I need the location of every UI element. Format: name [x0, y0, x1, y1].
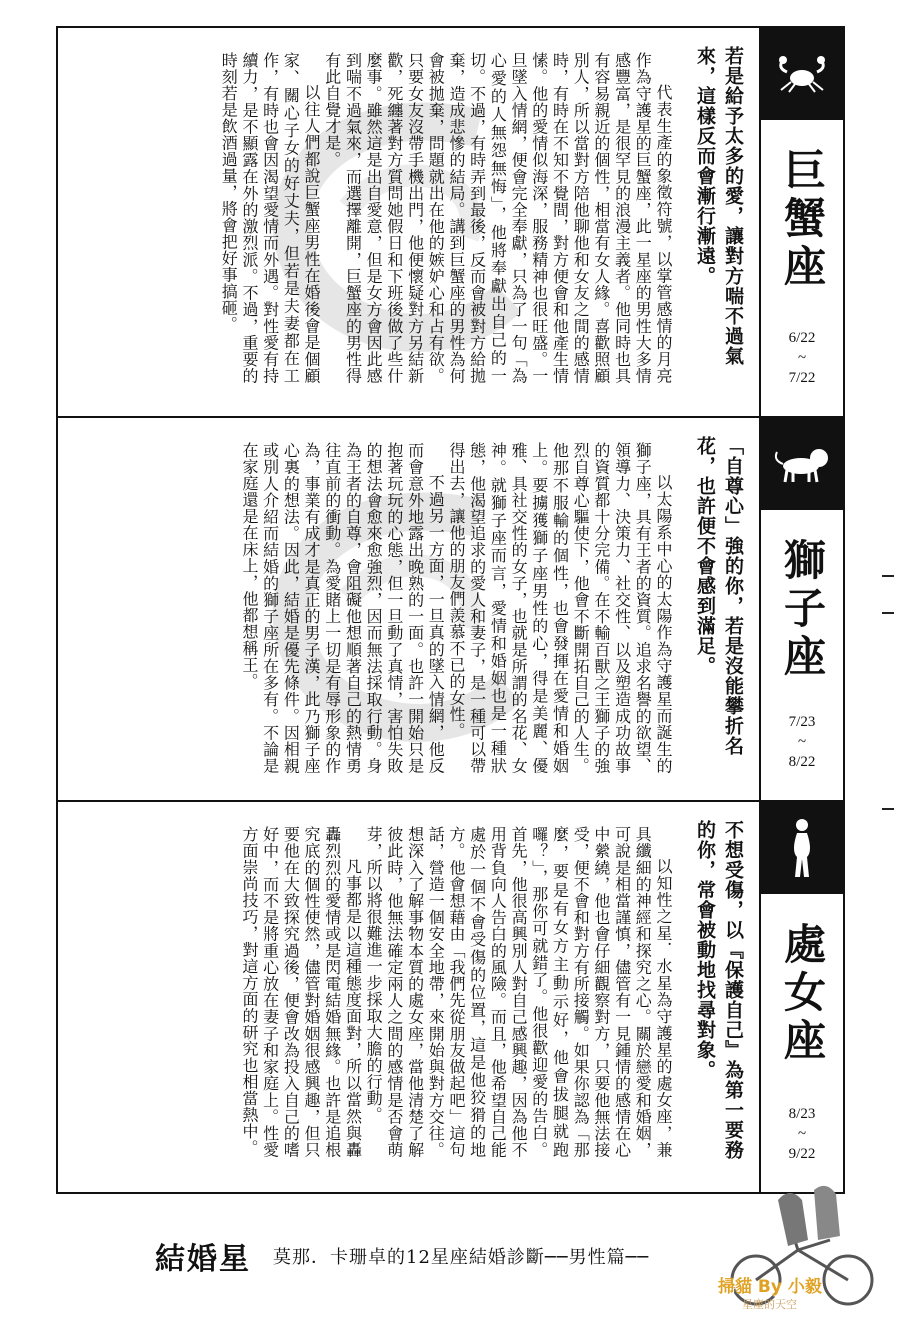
headline: 若是給予太多的愛，讓對方喘不過氣來，這樣反而會漸行漸遠。	[694, 46, 744, 366]
paragraph: 凡事都是以這種態度面對，所以當然與轟轟烈烈的愛情或是閃電結婚無緣。也許是追根究底的個性使然，儘管對婚姻很感興趣，但只要他在大致探究過後，便會改為投入自己的嗜好中，而不是將重心放在妻子和家庭上。性愛方面崇尚技巧，對這方面的研究也相當熱中。	[239, 826, 363, 1158]
scan-mark	[882, 575, 894, 577]
footer	[155, 1236, 649, 1276]
sign-icon-box	[761, 28, 843, 120]
page-frame	[56, 26, 845, 1194]
date-separator: ~	[797, 734, 807, 750]
date-end: 9/22	[788, 1146, 816, 1162]
crab-icon	[773, 54, 831, 94]
date-end: 8/22	[788, 754, 816, 770]
credit-sub: 星塵的天空	[742, 1298, 797, 1311]
date-end: 7/22	[788, 370, 816, 386]
section-cancer	[58, 28, 843, 418]
sidebar-leo	[759, 418, 843, 800]
lion-icon	[771, 444, 833, 484]
date-separator: ~	[797, 350, 807, 366]
paragraph: 代表生產的象徵符號，以掌管感情的月亮作為守護星的巨蟹座，此一星座的男性大多情感豐富，是很罕見的浪漫主義者。他同時也具有容易親近的個性，相當有女人緣。喜歡照顧別人，所以當對方陪他聊他和女友之間的感情時，有時在不知不覺間，對方便會和他產生情愫。他的愛情似海深，服務精神也很旺盛。一旦墜入情網，便會完全奉獻，只為了一句「為心愛的人無怨無悔」，他將奉獻出自己的一切。不過，有時弄到最後，反而會被對方給拋棄，造成悲慘的結局。講到巨蟹座的男性為何會被拋棄，問題就出在他的嫉妒心和占有欲。只要女友沒帶手機出門，他便懷疑對方另結新歡，死纏著對方質問她假日和下班後做了些什麼事。雖然這是出自愛意，但是女方會因此感到喘不過氣來，而選擇離開，巨蟹座的男性得有此自覺才是。	[322, 52, 673, 384]
sign-name: 巨蟹座	[778, 148, 827, 292]
paragraph: 不過另一方面，一旦真的墜入情網，他反而會意外地露出晚熟的一面。也許一開始只是抱著玩玩的心態，但一旦動了真情，害怕失敗的想法會愈來愈強烈，因而無法採取行動。身為王者的自尊，會阻礙他想順著自己的熱情勇往直前的衝動。為愛賭上一切是有辱形象的作為，事業有成才是真正的男子漢，此乃獅子座心裏的想法。因此，結婚是優先條件。因相親或別人介紹而結婚的獅子座所在多有。不論是在家庭還是在床上，他都想稱王。	[239, 442, 446, 774]
sidebar-cancer	[759, 28, 843, 416]
paragraph: 以知性之星．水星為守護星的處女座，兼具纖細的神經和探究之心。關於戀愛和婚姻，可說是相當謹慎，儘管有一見鍾情的感情在心中縈繞，他也會仔細觀察對方，只要他無法接受，便不會和對方有所接觸。如果你認為「那麼，要是有女方主動示好，他會拔腿就跑囉？」，那你可就錯了。他很歡迎愛的告白。首先，他很高興別人對自己感興趣，因為他不用背負向人告白的風險。而且，他希望自己能處於一個不會受傷的位置，這是他狡猾的地方。他會想藉由「我們先從朋友做起吧」這句話，營造一個安全地帶，來開始與對方交往。想深入了解事物本質的處女座，當他清楚了解彼此時，他無法確定兩人之間的感情是否會萌芽，所以將很難進一步採取大膽的行動。	[364, 826, 673, 1158]
sidebar-virgo	[759, 802, 843, 1192]
scan-mark	[882, 808, 894, 810]
credit-main: 掃貓 By 小毅	[718, 1277, 822, 1297]
scan-mark	[882, 612, 894, 614]
sign-name: 獅子座	[778, 538, 827, 682]
sign-icon-box	[761, 802, 843, 894]
paragraph: 以往人們都說巨蟹座男性在婚後會是個顧家、關心子女的好丈夫，但若是夫妻都在工作，有時也會因渴望愛情而外遇。對性愛有持續力，是不顯露在外的激烈派。不過，重要的時刻若是飲酒過量，將會把好事搞砸。	[219, 52, 322, 384]
paragraph: 以太陽系中心的太陽作為守護星而誕生的獅子座，具有王者的資質。追求名譽的欲望、領導力、決策力、社交性、以及塑造成功故事的資質都十分完備。在不輸百獸之王獅子的強烈自尊心驅使下，他會不斷開拓自己的人生。他那不服輸的個性，也會發揮在愛情和婚姻上。要擄獲獅子座男性的心，得是美麗、優雅、具社交性的女子，也就是所謂的名花、女神。就獅子座而言，愛情和婚姻也是一種狀態，他渴望追求的愛人和妻子，是一種可以帶得出去，讓他的朋友們羨慕不已的女性。	[446, 442, 673, 774]
body-text	[238, 442, 673, 774]
book-subtitle: 莫那．卡珊卓的12星座結婚診斷──男性篇──	[273, 1247, 650, 1268]
section-virgo	[58, 802, 843, 1192]
book-logo: 結婚星	[155, 1242, 251, 1277]
date-range	[761, 712, 843, 772]
scan-credit	[712, 1266, 882, 1316]
headline: 不想受傷，以『保護自己』為第一要務的你，常會被動地找尋對象。	[694, 820, 744, 1160]
date-separator: ~	[797, 1126, 807, 1142]
date-range	[761, 1104, 843, 1164]
date-start: 6/22	[788, 330, 816, 346]
headline: 「自尊心」強的你，若是沒能攀折名花，也許便不會感到滿足。	[694, 436, 744, 756]
sign-icon-box	[761, 418, 843, 510]
section-leo	[58, 418, 843, 802]
date-start: 7/23	[788, 714, 816, 730]
date-range	[761, 328, 843, 388]
body-text	[218, 52, 673, 384]
body-text	[238, 826, 673, 1158]
sign-name: 處女座	[778, 922, 827, 1066]
date-start: 8/23	[788, 1106, 816, 1122]
maiden-icon	[787, 817, 817, 879]
